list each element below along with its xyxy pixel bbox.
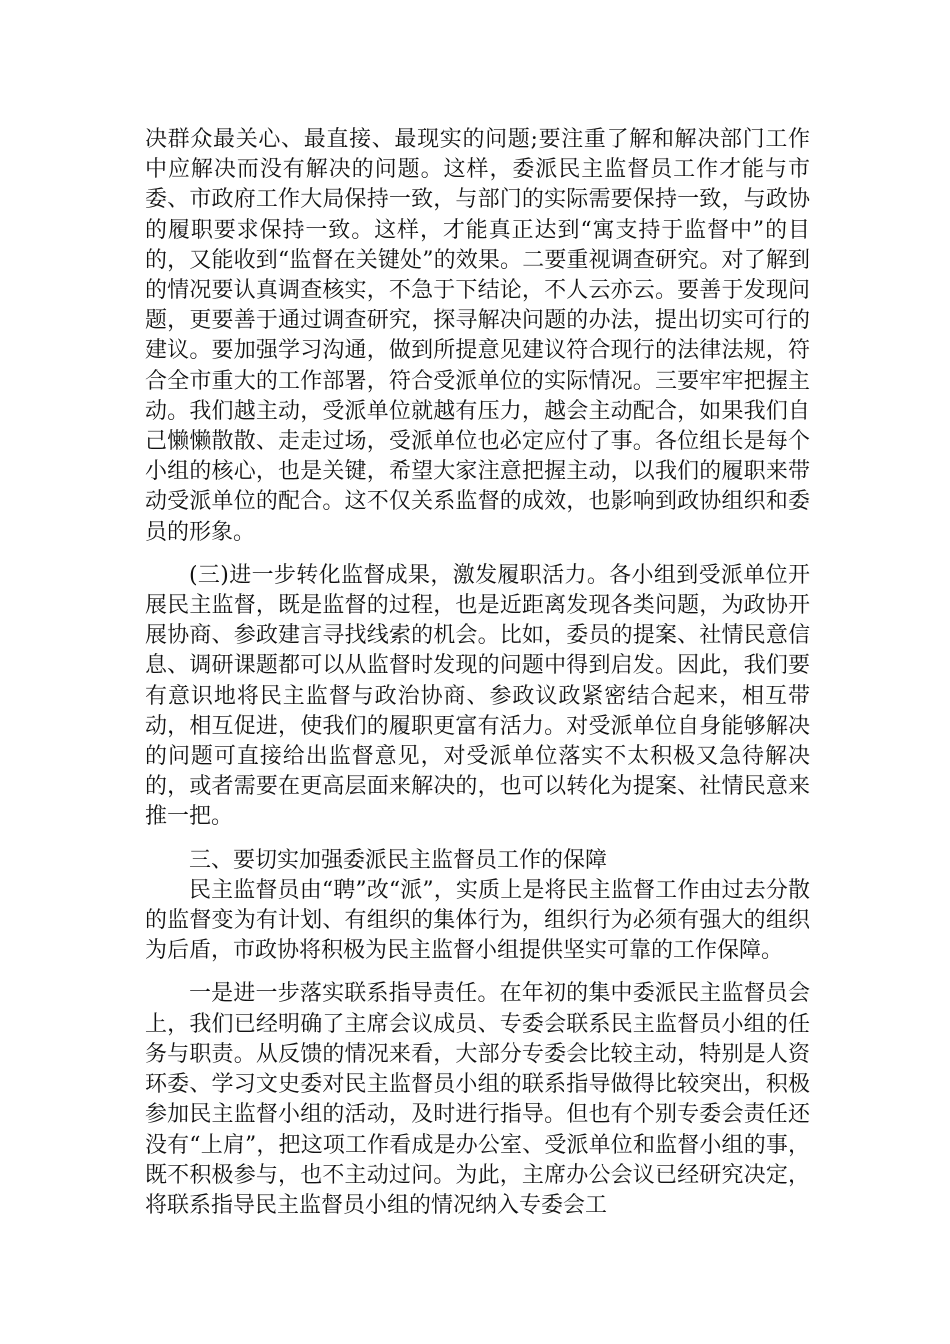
paragraph-section-three-sub: (三)进一步转化监督成果，激发履职活力。各小组到受派单位开展民主监督，既是监督的过程，也是近距离发现各类问题，为政协开展协商、参政建言寻找线索的机会。比如，委员的提案、社情民意信息、调研课题都可以从监督时发现的问题中得到启发。因此，我们要有意识地将民主监督与政治协商、参政议政紧密结合起来，相互带动，相互促进，使我们的履职更富有活力。对受派单位自身能够解决的问题可直接给出监督意见，对受派单位落实不太积极又急待解决的，或者需要在更高层面来解决的，也可以转化为提案、社情民意来推一把。: [145, 562, 810, 830]
paragraph-point-one: 一是进一步落实联系指导责任。在年初的集中委派民主监督员会上，我们已经明确了主席会议成员、专委会联系民主监督员小组的任务与职责。从反馈的情况来看，大部分专委会比较主动，特别是人资环委、学习文史委对民主监督员小组的联系指导做得比较突出，积极参加民主监督小组的活动，及时进行指导。但也有个别专委会责任还没有“上肩”，把这项工作看成是办公室、受派单位和监督小组的事，既不积极参与，也不主动过问。为此，主席办公会议已经研究决定，将联系指导民主监督员小组的情况纳入专委会工: [145, 981, 810, 1218]
document-body: [145, 125, 810, 1221]
paragraph-section-intro: 民主监督员由“聘”改“派”，实质上是将民主监督工作由过去分散的监督变为有计划、有组织的集体行为，组织行为必须有强大的组织为后盾，市政协将积极为民主监督小组提供坚实可靠的工作保障。: [145, 877, 810, 964]
paragraph-continued: 决群众最关心、最直接、最现实的问题;要注重了解和解决部门工作中应解决而没有解决的问题。这样，委派民主监督员工作才能与市委、市政府工作大局保持一致，与部门的实际需要保持一致，与政协的履职要求保持一致。这样，才能真正达到“寓支持于监督中”的目的，又能收到“监督在关键处”的效果。二要重视调查研究。对了解到的情况要认真调查核实，不急于下结论，不人云亦云。要善于发现问题，更要善于通过调查研究，探寻解决问题的办法，提出切实可行的建议。要加强学习沟通，做到所提意见建议符合现行的法律法规，符合全市重大的工作部署，符合受派单位的实际情况。三要牢牢把握主动。我们越主动，受派单位就越有压力，越会主动配合，如果我们自己懒懒散散、走走过场，受派单位也必定应付了事。各位组长是每个小组的核心，也是关键，希望大家注意把握主动，以我们的履职来带动受派单位的配合。这不仅关系监督的成效，也影响到政协组织和委员的形象。: [145, 127, 810, 545]
section-heading: 三、要切实加强委派民主监督员工作的保障: [189, 847, 608, 873]
